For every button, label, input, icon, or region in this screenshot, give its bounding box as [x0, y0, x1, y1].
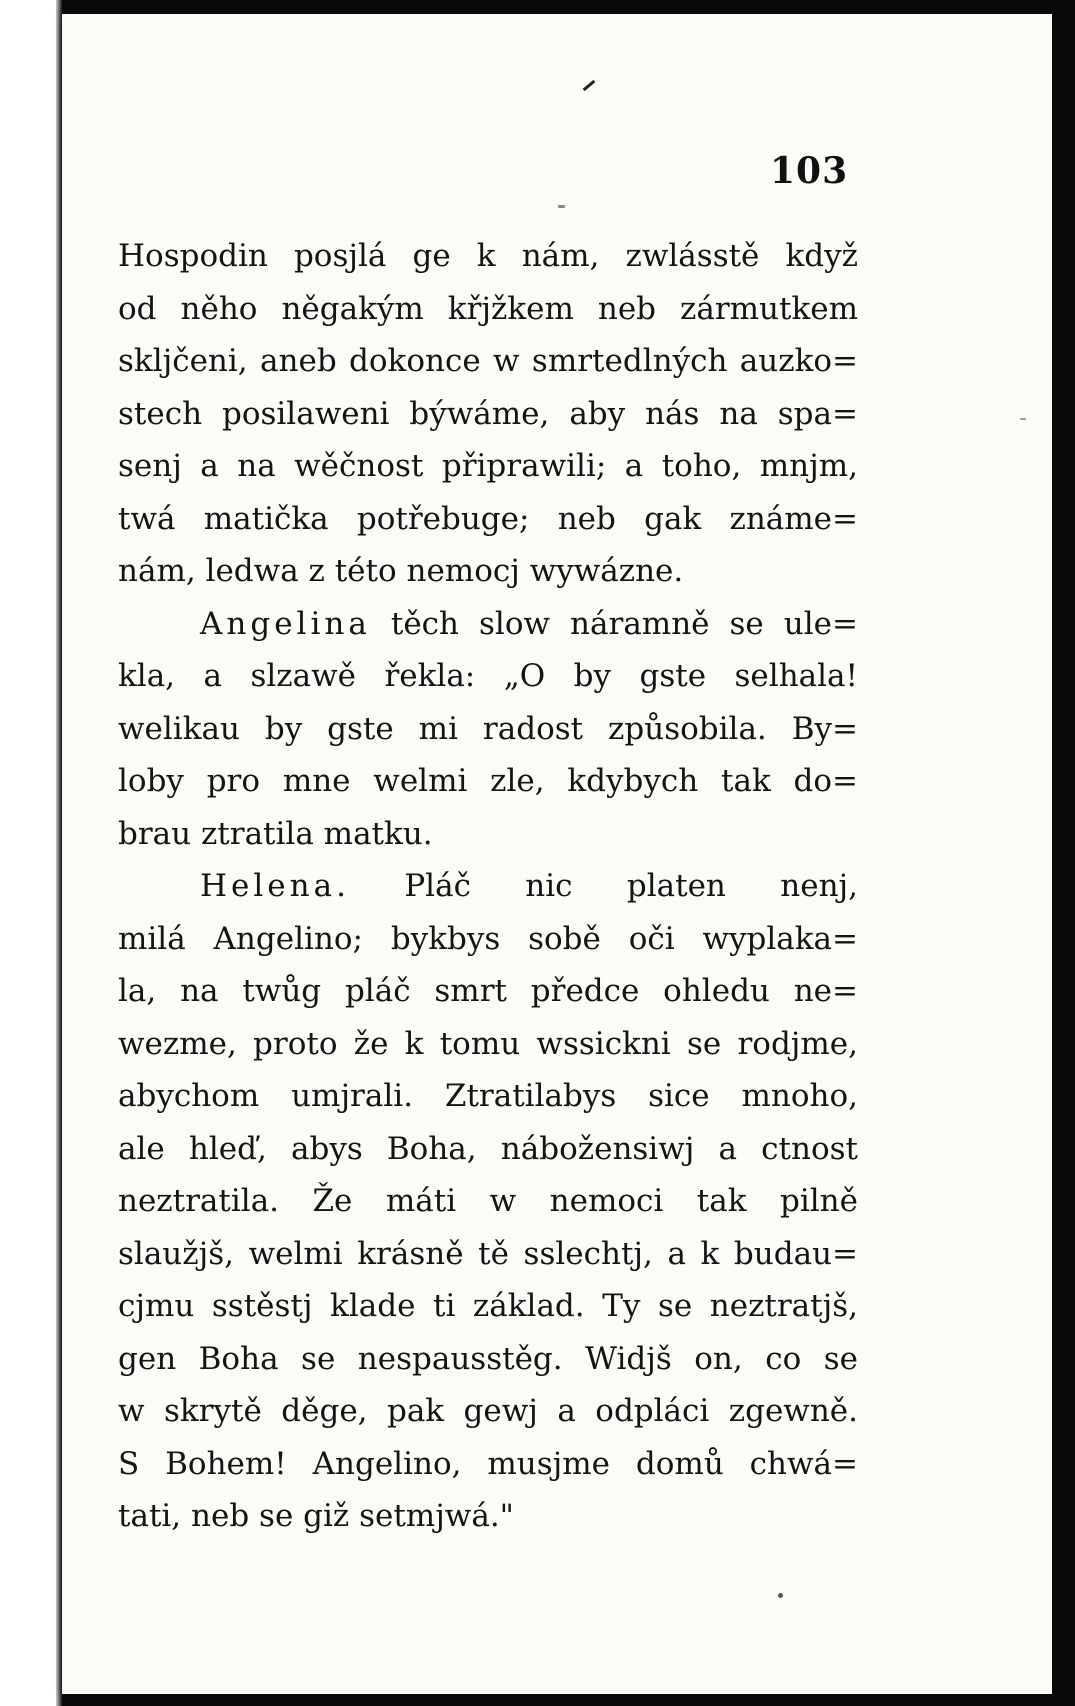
paper-speck [778, 1593, 783, 1598]
text-line: ale hleď, abys Boha, nábožensiwj a ctnost [118, 1130, 858, 1167]
speaker-name: Helena. [200, 868, 350, 904]
text-line: loby pro mne welmi zle, kdybych tak do= [118, 763, 858, 799]
text-line: milá Angelino; bykbys sobě oči wyplaka= [118, 920, 858, 957]
text-line: skljčeni, aneb dokonce w smrtedlných auzko= [118, 343, 858, 379]
text-fragment: těch slow náramně se ule= [390, 605, 858, 642]
page-body-text [118, 230, 858, 1543]
text-line: brau ztratila matku. [118, 815, 433, 852]
text-line [118, 598, 858, 651]
text-line: wezme, proto že k tomu wssickni se rodjme, [118, 1025, 858, 1062]
text-line: la, na twůg pláč smrt předce ohledu ne= [118, 973, 858, 1009]
text-line: cjmu sstěstj klade ti základ. Ty se neztratjš, [118, 1288, 858, 1324]
paper-speck [1020, 418, 1026, 420]
text-line: senj a na wěčnost připrawili; a toho, mnjm, [118, 448, 858, 484]
text-line: neztratila. Že máti w nemoci tak pilně [118, 1183, 858, 1219]
text-line: gen Boha se nespausstěg. Widjš on, co se [118, 1340, 858, 1377]
text-line: tati, neb se giž setmjwá." [118, 1498, 514, 1534]
text-line: slaužjš, welmi krásně tě sslechtj, a k budau= [118, 1235, 858, 1272]
speaker-name: Angelina [200, 605, 371, 642]
text-fragment: Pláč nic platen nenj, [404, 868, 858, 904]
text-line: nám, ledwa z této nemocj wywázne. [118, 553, 684, 589]
text-line: w skrytě děge, pak gewj a odpláci zgewně. [118, 1393, 858, 1429]
text-line: S Bohem! Angelino, musjme domů chwá= [118, 1445, 858, 1482]
text-line: abychom umjrali. Ztratilabys sice mnoho, [118, 1078, 858, 1114]
text-line: stech posilaweni býwáme, aby nás na spa= [118, 395, 858, 432]
page-number: 103 [770, 150, 849, 192]
text-line: kla, a slzawě řekla: „O by gste selhala! [118, 658, 858, 694]
text-line: welikau by gste mi radost způsobila. By= [118, 710, 858, 747]
paper-speck [558, 205, 565, 208]
text-line: od něho něgakým křjžkem neb zármutkem [118, 290, 858, 327]
text-line: twá matička potřebuge; neb gak známe= [118, 500, 858, 537]
text-line: Hospodin posjlá ge k nám, zwlásstě když [118, 238, 858, 274]
left-page-edge [0, 0, 62, 1706]
text-line [118, 860, 858, 913]
